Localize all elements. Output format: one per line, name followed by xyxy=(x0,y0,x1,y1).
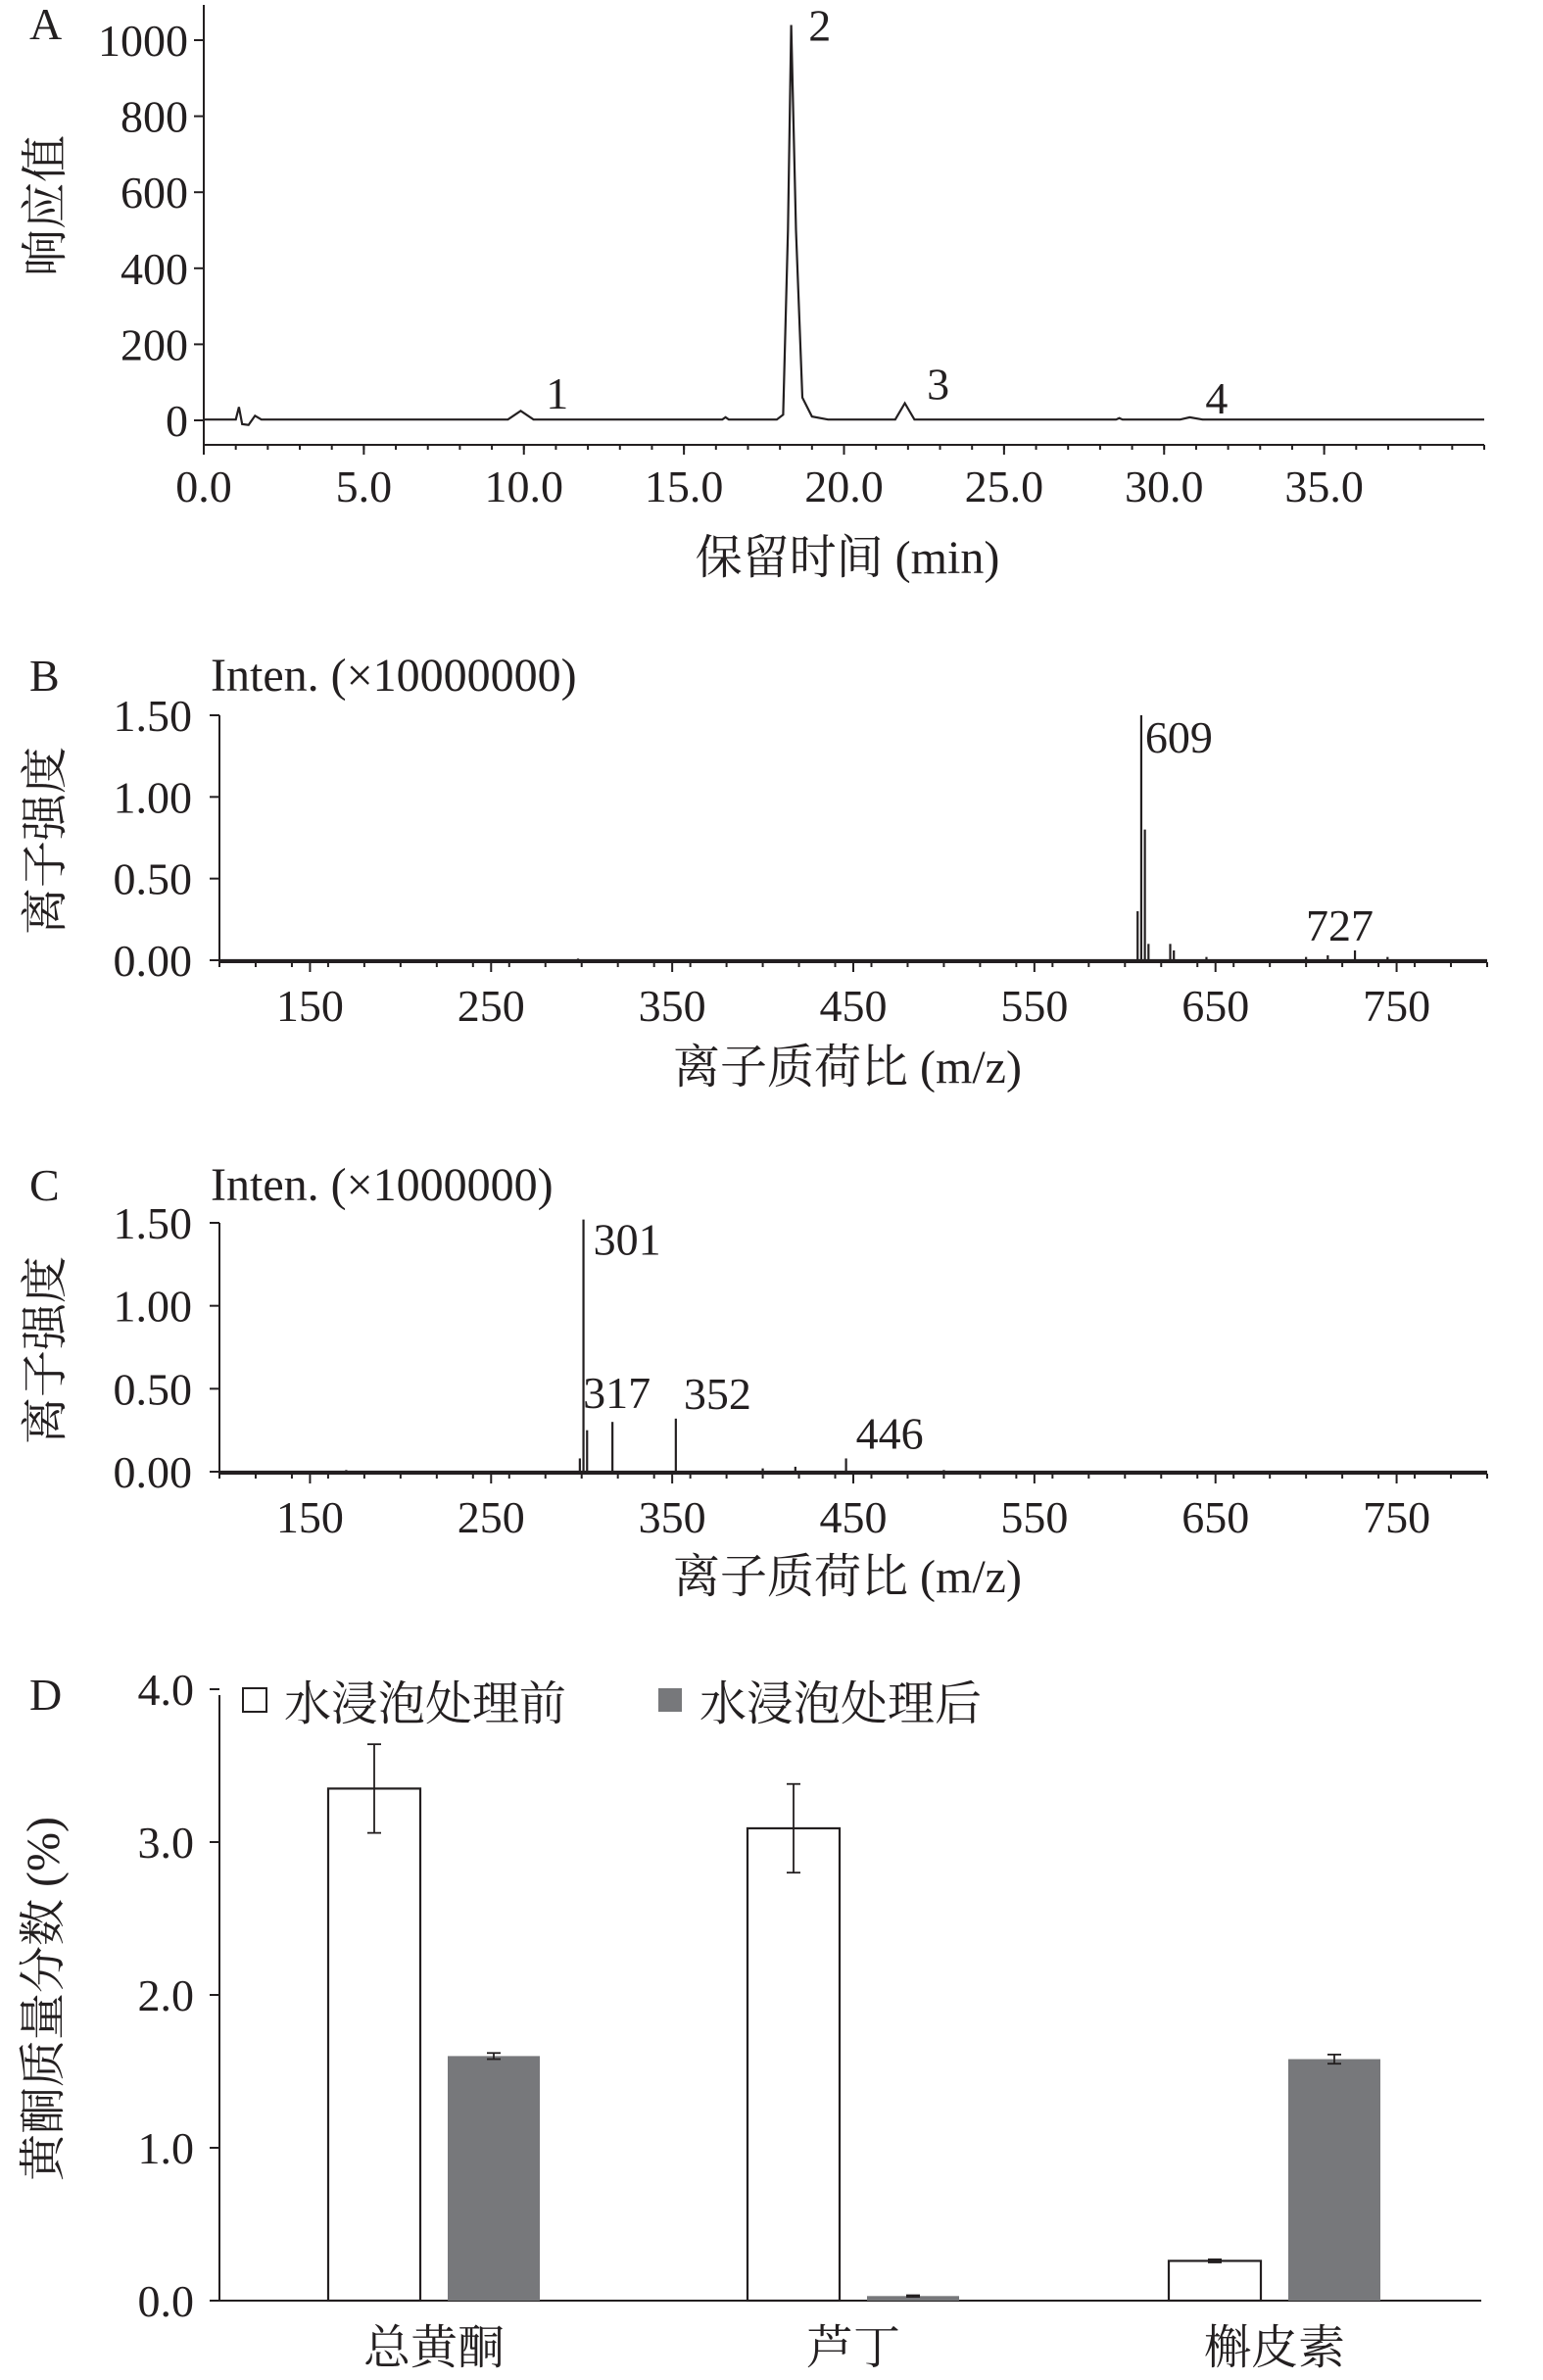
panel-c-peak-label: 317 xyxy=(583,1368,651,1419)
panel-c-peak-label: 301 xyxy=(593,1214,661,1265)
panel-a-letter: A xyxy=(29,0,63,49)
panel-d-bar-before xyxy=(1169,2260,1261,2301)
panel-a-xtick-label: 10.0 xyxy=(484,461,563,511)
panel-a-ytick-label: 0 xyxy=(166,396,188,446)
panel-b-xtick-label: 450 xyxy=(819,981,888,1031)
panel-a-xtick-label: 15.0 xyxy=(644,461,724,511)
panel-d-category-label: 芦丁 xyxy=(805,2322,901,2374)
panel-d-bar-before xyxy=(328,1788,420,2301)
panel-c-xtick-label: 250 xyxy=(457,1492,525,1542)
panel-b-mass-spectrum xyxy=(20,650,1487,1093)
panel-b-intensity-unit: Inten. (×10000000) xyxy=(211,650,577,702)
panel-d-bar-before xyxy=(747,1828,840,2301)
panel-a-xtick-label: 25.0 xyxy=(964,461,1044,511)
panel-c-xlabel: 离子质荷比 (m/z) xyxy=(673,1551,1022,1603)
panel-a-ytick-label: 200 xyxy=(121,319,188,370)
panel-a-xtick-label: 20.0 xyxy=(804,461,884,511)
panel-b-peak-label: 727 xyxy=(1306,900,1374,950)
panel-a-ylabel: 响应值 xyxy=(20,134,72,277)
panel-c-mass-spectrum xyxy=(20,1159,1487,1603)
panel-b-peak-label: 609 xyxy=(1144,712,1213,762)
panel-c-ytick-label: 0.00 xyxy=(113,1447,192,1497)
panel-a-ytick-label: 800 xyxy=(121,91,188,142)
panel-c-ytick-label: 1.50 xyxy=(113,1198,192,1248)
panel-a-ytick-label: 600 xyxy=(121,168,188,219)
panel-a-ytick-label: 400 xyxy=(121,243,188,294)
panel-c-xtick-label: 150 xyxy=(275,1492,344,1542)
panel-d-ytick-label: 1.0 xyxy=(137,2123,194,2173)
panel-b-ytick-label: 0.50 xyxy=(113,853,192,904)
panel-c-ytick-label: 1.00 xyxy=(113,1281,192,1332)
panel-d-ytick-label: 4.0 xyxy=(137,1665,194,1715)
panel-b-xtick-label: 150 xyxy=(275,981,344,1031)
panel-a-xlabel: 保留时间 (min) xyxy=(695,532,1000,584)
panel-b-ytick-label: 1.50 xyxy=(113,691,192,741)
panel-c-peak-label: 352 xyxy=(683,1368,751,1419)
panel-b-xtick-label: 250 xyxy=(457,981,525,1031)
panel-c-xtick-label: 450 xyxy=(819,1492,888,1542)
panel-a-peak-label: 3 xyxy=(927,359,950,410)
panel-c-xtick-label: 550 xyxy=(1000,1492,1069,1542)
panel-a-peak-label: 4 xyxy=(1205,372,1229,423)
panel-d-ylabel: 黄酮质量分数 (%) xyxy=(18,1817,70,2181)
panel-d-bar-chart xyxy=(18,1665,1481,2374)
panel-b-xtick-label: 550 xyxy=(1000,981,1069,1031)
panel-b-letter: B xyxy=(29,651,60,701)
panel-d-ytick-label: 0.0 xyxy=(137,2276,194,2326)
panel-a-trace xyxy=(204,25,1484,425)
panel-d-ytick-label: 3.0 xyxy=(137,1818,194,1868)
panel-d-ytick-label: 2.0 xyxy=(137,1970,194,2020)
panel-d-category-label: 槲皮素 xyxy=(1203,2322,1346,2374)
panel-b-xtick-label: 750 xyxy=(1363,981,1431,1031)
panel-a-xtick-label: 35.0 xyxy=(1284,461,1364,511)
legend-swatch-after xyxy=(658,1688,682,1712)
legend-swatch-before xyxy=(243,1688,266,1712)
panel-c-intensity-unit: Inten. (×1000000) xyxy=(211,1159,554,1211)
panel-c-letter: C xyxy=(29,1160,60,1210)
panel-b-xtick-label: 650 xyxy=(1181,981,1250,1031)
panel-a-xtick-label: 0.0 xyxy=(175,461,232,511)
panel-c-ytick-label: 0.50 xyxy=(113,1364,192,1415)
panel-d-bar-after xyxy=(1288,2060,1380,2301)
panel-a-xtick-label: 5.0 xyxy=(335,461,393,511)
panel-c-xtick-label: 350 xyxy=(638,1492,706,1542)
panel-b-xlabel: 离子质荷比 (m/z) xyxy=(673,1042,1022,1093)
panel-d-letter: D xyxy=(29,1670,63,1720)
panel-a-xtick-label: 30.0 xyxy=(1125,461,1204,511)
panel-b-xtick-label: 350 xyxy=(638,981,706,1031)
panel-d-bar-after xyxy=(448,2056,540,2301)
panel-c-ylabel: 离子强度 xyxy=(20,1255,72,1445)
panel-a-peak-label: 2 xyxy=(808,0,832,51)
panel-c-peak-label: 446 xyxy=(855,1408,924,1459)
panel-d-category-label: 总黄酮 xyxy=(362,2322,506,2374)
panel-b-ytick-label: 1.00 xyxy=(113,772,192,823)
panel-a-chromatogram xyxy=(20,0,1484,584)
panel-d-legend xyxy=(243,1678,982,1730)
legend-label-after: 水浸泡处理后 xyxy=(699,1678,983,1730)
panel-a-ytick-label: 1000 xyxy=(98,16,188,66)
panel-c-xtick-label: 650 xyxy=(1181,1492,1250,1542)
panel-a-peak-label: 1 xyxy=(546,368,569,419)
panel-b-ytick-label: 0.00 xyxy=(113,936,192,986)
legend-label-before: 水浸泡处理前 xyxy=(284,1678,567,1730)
panel-c-xtick-label: 750 xyxy=(1363,1492,1431,1542)
panel-b-ylabel: 离子强度 xyxy=(20,746,72,936)
